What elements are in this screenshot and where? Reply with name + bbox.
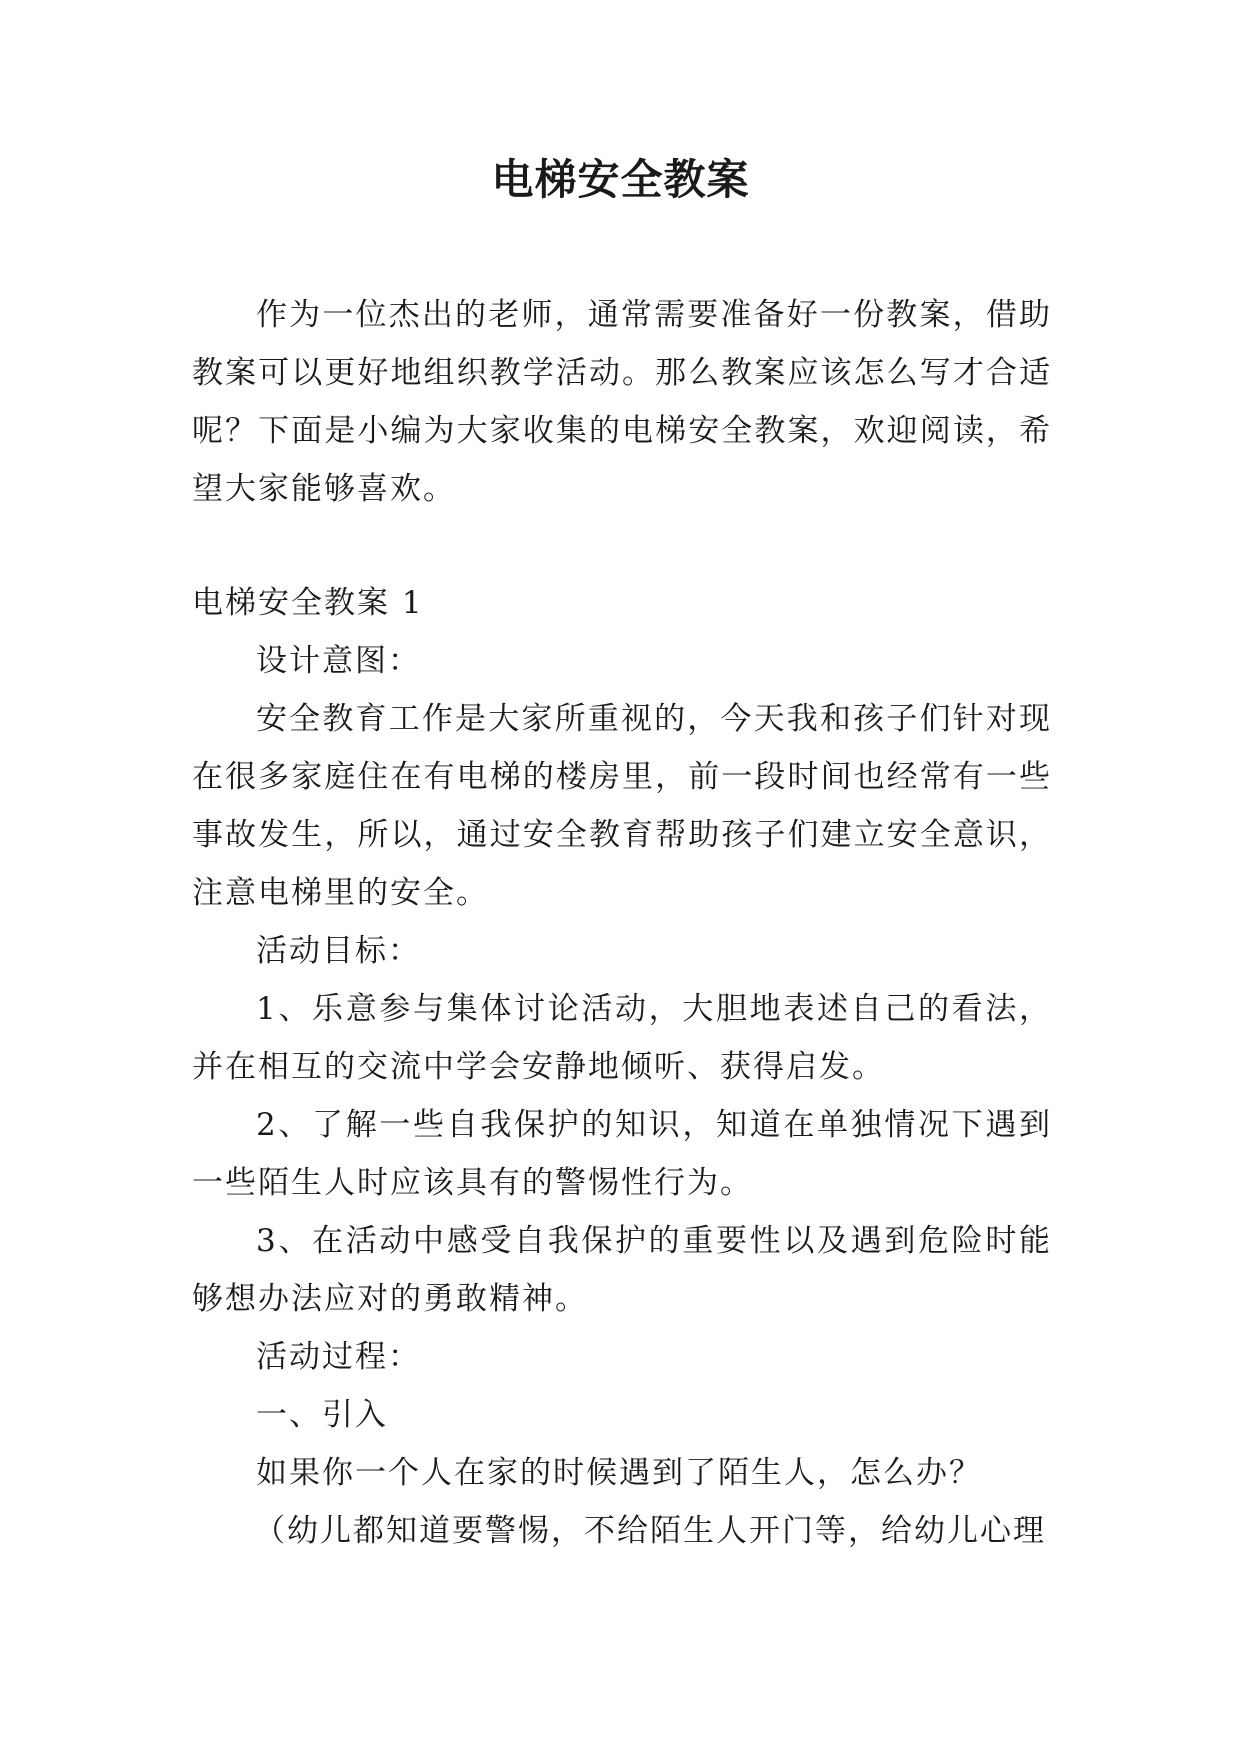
section-heading: 电梯安全教案 1 [192,585,424,621]
paragraph-design-intent-label: 设计意图： [256,643,421,679]
document-title: 电梯安全教案 [491,155,750,204]
paragraph-goals-label: 活动目标： [256,933,421,969]
paragraph-goal-3: 3、在活动中感受自我保护的重要性以及遇到危险时能够想办法应对的勇敢精神。 [192,1223,1052,1317]
paragraph-question: 如果你一个人在家的时候遇到了陌生人，怎么办？ [256,1455,982,1491]
paragraph-goal-1: 1、乐意参与集体讨论活动，大胆地表述自己的看法，并在相互的交流中学会安静地倾听、获得启发。 [192,991,1052,1085]
intro-paragraph: 作为一位杰出的老师，通常需要准备好一份教案，借助教案可以更好地组织教学活动。那么教案应该怎么写才合适呢？下面是小编为大家收集的电梯安全教案，欢迎阅读，希望大家能够喜欢。 [192,297,1052,507]
paragraph-goal-2: 2、了解一些自我保护的知识，知道在单独情况下遇到一些陌生人时应该具有的警惕性行为。 [192,1107,1052,1201]
paragraph-note: （幼儿都知道要警惕，不给陌生人开门等，给幼儿心理 [254,1513,1046,1549]
paragraph-design-intent: 安全教育工作是大家所重视的，今天我和孩子们针对现在很多家庭住在有电梯的楼房里，前一段时间也经常有一些事故发生，所以，通过安全教育帮助孩子们建立安全意识，注意电梯里的安全。 [192,701,1052,911]
lesson-body [192,574,1052,1560]
intro-block [192,286,1052,518]
paragraph-process-label: 活动过程： [256,1339,421,1375]
paragraph-step-1-label: 一、引入 [256,1397,388,1433]
